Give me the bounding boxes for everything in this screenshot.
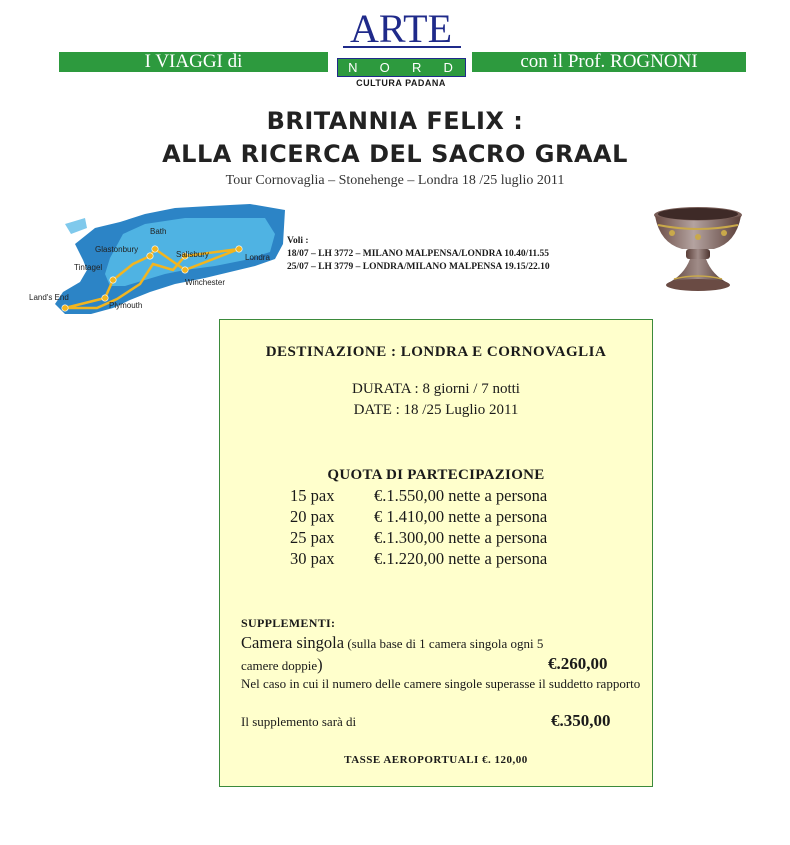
flights-info <box>287 235 550 274</box>
map-label-bath: Bath <box>150 227 167 236</box>
map-label-glastonbury: Glastonbury <box>95 245 139 254</box>
page-subtitle: Tour Cornovaglia – Stonehenge – Londra 18 /25 luglio 2011 <box>225 173 565 188</box>
price-row <box>220 507 652 529</box>
page-title-line2: ALLA RICERCA DEL SACRO GRAAL <box>162 140 628 168</box>
price-amount: €.1.300,00 nette a persona <box>374 528 548 547</box>
city-dot <box>182 267 188 273</box>
price-amount: €.1.220,00 nette a persona <box>374 549 548 568</box>
city-dot <box>147 253 153 259</box>
single-room-paren: ) <box>317 655 323 674</box>
destination-heading: DESTINAZIONE : LONDRA E CORNOVAGLIA <box>265 344 607 360</box>
dates-text: DATE : 18 /25 Luglio 2011 <box>353 402 519 418</box>
price-pax: 20 pax <box>290 507 335 526</box>
city-dot <box>62 305 68 311</box>
flight-line: 25/07 – LH 3779 – LONDRA/MILANO MALPENSA 19.15/22.10 <box>287 262 550 272</box>
arte-nord-logo <box>333 6 469 86</box>
map-label-londra: Londra <box>245 253 270 262</box>
supplements-heading: SUPPLEMENTI: <box>241 616 336 630</box>
logo-letter: N <box>348 60 360 75</box>
city-dot <box>102 295 108 301</box>
single-room-label: Camera singola <box>241 633 345 652</box>
city-dot <box>236 246 242 252</box>
logo-word-text: ARTE <box>349 6 453 50</box>
trip-info-box <box>219 319 653 787</box>
single-room-note-end: camere doppie <box>241 658 318 673</box>
price-row <box>220 549 652 571</box>
map-label-winchester: Winchester <box>185 278 226 287</box>
single-room-line-2 <box>241 655 323 675</box>
price-pax: 30 pax <box>290 549 335 568</box>
city-dot <box>110 277 116 283</box>
map-label-salisbury: Salisbury <box>176 250 209 259</box>
supplement-note: Nel caso in cui il numero delle camere singole superasse il suddetto rapporto <box>241 676 641 691</box>
extra-supplement-label: Il supplemento sarà di <box>241 714 357 729</box>
route-map <box>25 204 285 319</box>
single-room-line <box>241 633 641 653</box>
price-pax: 25 pax <box>290 528 335 547</box>
logo-letter: D <box>443 60 455 75</box>
logo-letter: R <box>411 60 424 75</box>
logo-subtitle: CULTURA PADANA <box>356 78 446 88</box>
logo-letter: O <box>379 60 392 75</box>
price-amount: €.1.550,00 nette a persona <box>374 486 548 505</box>
price-pax: 15 pax <box>290 486 335 505</box>
flight-line: 18/07 – LH 3772 – MILANO MALPENSA/LONDRA 10.40/11.55 <box>287 249 550 259</box>
header-band-left: I VIAGGI di <box>59 52 328 72</box>
map-label-lands-end: Land's End <box>29 293 69 302</box>
price-row <box>220 528 652 550</box>
extra-supplement-price: €.350,00 <box>551 711 611 730</box>
flights-label: Voli : <box>287 236 309 246</box>
duration-text: DURATA : 8 giorni / 7 notti <box>352 381 520 397</box>
header-band-right: con il Prof. ROGNONI <box>472 52 746 72</box>
map-label-plymouth: Plymouth <box>109 301 143 310</box>
logo-nord-box <box>337 58 466 77</box>
single-room-price: €.260,00 <box>548 654 608 673</box>
price-row <box>220 486 652 508</box>
airport-taxes: TASSE AEROPORTUALI €. 120,00 <box>344 754 528 766</box>
arte-logo-word <box>333 6 469 50</box>
city-dot <box>152 246 158 252</box>
price-amount: € 1.410,00 nette a persona <box>374 507 548 526</box>
grail-chalice-image <box>652 203 744 295</box>
quota-heading: QUOTA DI PARTECIPAZIONE <box>327 467 545 483</box>
single-room-note: (sulla base di 1 camera singola ogni 5 <box>344 636 544 651</box>
map-label-tintagel: Tintagel <box>74 263 103 272</box>
page-title-line1: BRITANNIA FELIX : <box>266 107 524 135</box>
